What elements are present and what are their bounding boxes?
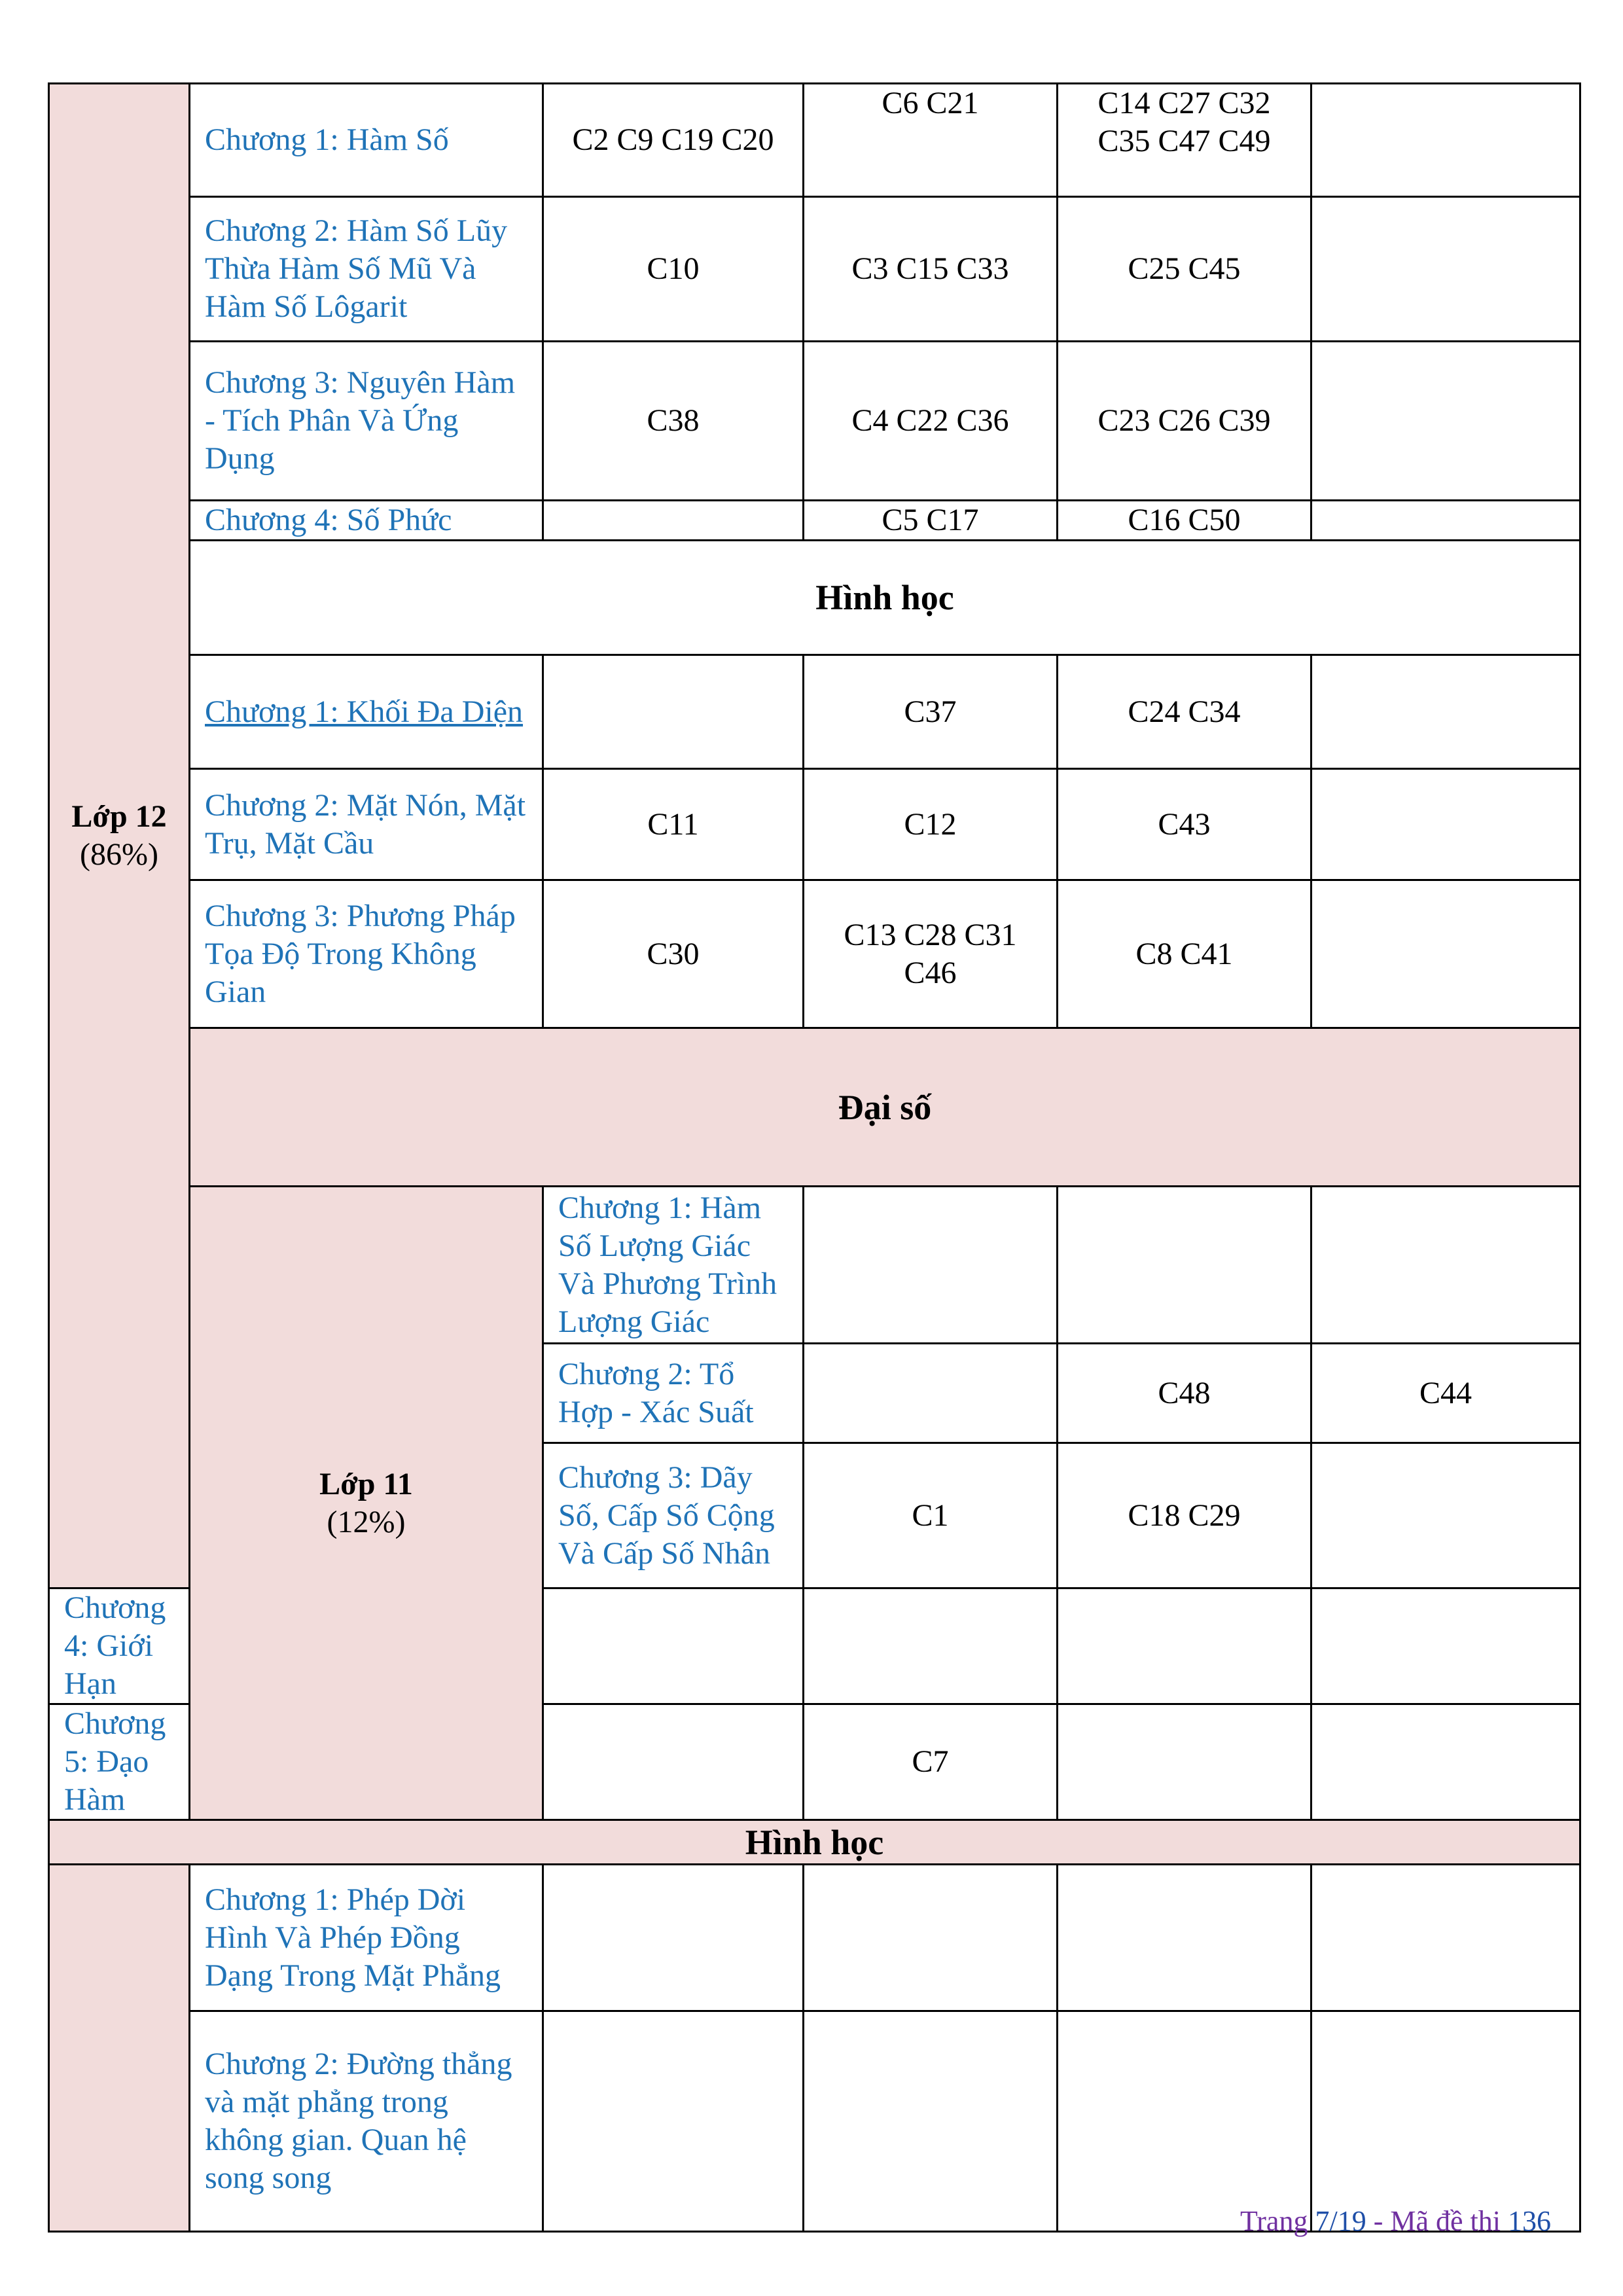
- level-3-cell: C23 C26 C39: [1058, 342, 1311, 501]
- level-3-cell: [1311, 1443, 1580, 1588]
- level-4-cell: [1311, 197, 1580, 342]
- section-row: [49, 541, 1580, 655]
- table-row: [49, 197, 1580, 342]
- level-1-cell: [543, 655, 804, 769]
- level-4-cell: [1311, 501, 1580, 541]
- level-1-cell: C1: [804, 1443, 1058, 1588]
- chapter-label: Chương 4: Giới Hạn: [49, 1588, 190, 1704]
- level-1-cell: C38: [543, 342, 804, 501]
- level-2-cell: C7: [804, 1704, 1058, 1820]
- chapter-label: Chương 1: Hàm Số: [190, 84, 543, 197]
- chapter-label: Chương 2: Mặt Nón, Mặt Trụ, Mặt Cầu: [190, 769, 543, 880]
- grade-12-percent: (86%): [80, 837, 158, 872]
- level-1-cell: [804, 1187, 1058, 1344]
- grade-11-cell: [190, 1187, 543, 1820]
- level-4-cell: [1311, 769, 1580, 880]
- table-row: [49, 769, 1580, 880]
- footer-middle: - Mã đề thi: [1366, 2205, 1508, 2237]
- level-2-cell: C6 C21: [804, 84, 1058, 197]
- grade-11-percent: (12%): [327, 1504, 406, 1539]
- grade-12-cell: [49, 84, 190, 1588]
- level-1-cell: [543, 1865, 804, 2011]
- level-1-cell: C11: [543, 769, 804, 880]
- level-2-cell: [1058, 1187, 1311, 1344]
- level-1-cell: C2 C9 C19 C20: [543, 84, 804, 197]
- chapter-label: Chương 1: Phép Dời Hình Và Phép Đồng Dạng Trong Mặt Phẳng: [190, 1865, 543, 2011]
- level-1-cell: [543, 1704, 804, 1820]
- level-4-cell: [1311, 1588, 1580, 1704]
- level-2-cell: C5 C17: [804, 501, 1058, 541]
- chapter-label: Chương 2: Đường thẳng và mặt phẳng trong không gian. Quan hệ song song: [190, 2011, 543, 2232]
- chapter-label: Chương 2: Tổ Hợp - Xác Suất: [543, 1344, 804, 1443]
- level-3-cell: C25 C45: [1058, 197, 1311, 342]
- level-3-cell: C8 C41: [1058, 880, 1311, 1028]
- level-3-cell: [1058, 1865, 1311, 2011]
- table-row: [49, 501, 1580, 541]
- level-2-cell: [804, 2011, 1058, 2232]
- level-1-cell: C10: [543, 197, 804, 342]
- level-2-cell: C3 C15 C33: [804, 197, 1058, 342]
- footer-prefix: Trang: [1240, 2205, 1315, 2237]
- table-row: [49, 880, 1580, 1028]
- question-matrix-table: [48, 82, 1581, 2233]
- section-heading-dai-so-11: Đại số: [190, 1028, 1580, 1187]
- level-3-cell: [1311, 1187, 1580, 1344]
- section-row: [49, 1028, 1580, 1187]
- table-row: [49, 2011, 1580, 2232]
- chapter-label: Chương 2: Hàm Số Lũy Thừa Hàm Số Mũ Và Hàm Số Lôgarit: [190, 197, 543, 342]
- level-3-line-1: C14 C27 C32: [1097, 86, 1271, 120]
- page-footer: [1240, 2204, 1551, 2238]
- level-3-cell: C16 C50: [1058, 501, 1311, 541]
- level-4-cell: [1311, 1704, 1580, 1820]
- level-2-cell: [804, 1865, 1058, 2011]
- level-2-cell: C13 C28 C31 C46: [804, 880, 1058, 1028]
- grade-11-geometry-cell: [49, 1865, 190, 2232]
- section-heading-hinh-hoc-12: Hình học: [190, 541, 1580, 655]
- table-row: [49, 342, 1580, 501]
- chapter-label: Chương 4: Số Phức: [190, 501, 543, 541]
- grade-12-name: Lớp 12: [71, 799, 167, 834]
- level-3-cell: [1058, 2011, 1311, 2232]
- level-3-cell: [1058, 1704, 1311, 1820]
- level-3-cell: C43: [1058, 769, 1311, 880]
- level-4-cell: [1311, 84, 1580, 197]
- chapter-label: Chương 5: Đạo Hàm: [49, 1704, 190, 1820]
- level-3-cell: [1058, 1588, 1311, 1704]
- footer-exam-code: 136: [1508, 2205, 1551, 2237]
- section-row: [49, 1820, 1580, 1865]
- level-3-cell: C24 C34: [1058, 655, 1311, 769]
- table-row: [49, 84, 1580, 197]
- level-1-cell: [543, 2011, 804, 2232]
- level-3-cell: [1058, 84, 1311, 197]
- level-1-cell: C30: [543, 880, 804, 1028]
- level-4-cell: [1311, 655, 1580, 769]
- level-2-cell: C37: [804, 655, 1058, 769]
- chapter-label: Chương 1: Hàm Số Lượng Giác Và Phương Trình Lượng Giác: [543, 1187, 804, 1344]
- level-4-cell: [1311, 2011, 1580, 2232]
- level-2-cell: C48: [1058, 1344, 1311, 1443]
- chapter-label: Chương 3: Phương Pháp Tọa Độ Trong Không Gian: [190, 880, 543, 1028]
- section-heading-hinh-hoc-11: Hình học: [49, 1820, 1580, 1865]
- table-row: [49, 1865, 1580, 2011]
- level-4-cell: [1311, 880, 1580, 1028]
- level-1-cell: [543, 1588, 804, 1704]
- level-1-cell: [543, 501, 804, 541]
- chapter-label: Chương 3: Dãy Số, Cấp Số Cộng Và Cấp Số Nhân: [543, 1443, 804, 1588]
- level-2-cell: [804, 1588, 1058, 1704]
- level-2-cell: C4 C22 C36: [804, 342, 1058, 501]
- level-2-cell: C12: [804, 769, 1058, 880]
- table-row: [49, 655, 1580, 769]
- level-4-cell: [1311, 342, 1580, 501]
- chapter-label: Chương 3: Nguyên Hàm - Tích Phân Và Ứng Dụng: [190, 342, 543, 501]
- chapter-link[interactable]: Chương 1: Khối Đa Diện: [205, 694, 524, 729]
- grade-11-name: Lớp 11: [319, 1466, 413, 1501]
- level-4-cell: [1311, 1865, 1580, 2011]
- table-row: [49, 1187, 1580, 1344]
- level-2-cell: C18 C29: [1058, 1443, 1311, 1588]
- level-3-line-2: C35 C47 C49: [1097, 124, 1271, 158]
- level-3-cell: C44: [1311, 1344, 1580, 1443]
- level-1-cell: [804, 1344, 1058, 1443]
- chapter-label: [190, 655, 543, 769]
- footer-page-number: 7/19: [1315, 2205, 1366, 2237]
